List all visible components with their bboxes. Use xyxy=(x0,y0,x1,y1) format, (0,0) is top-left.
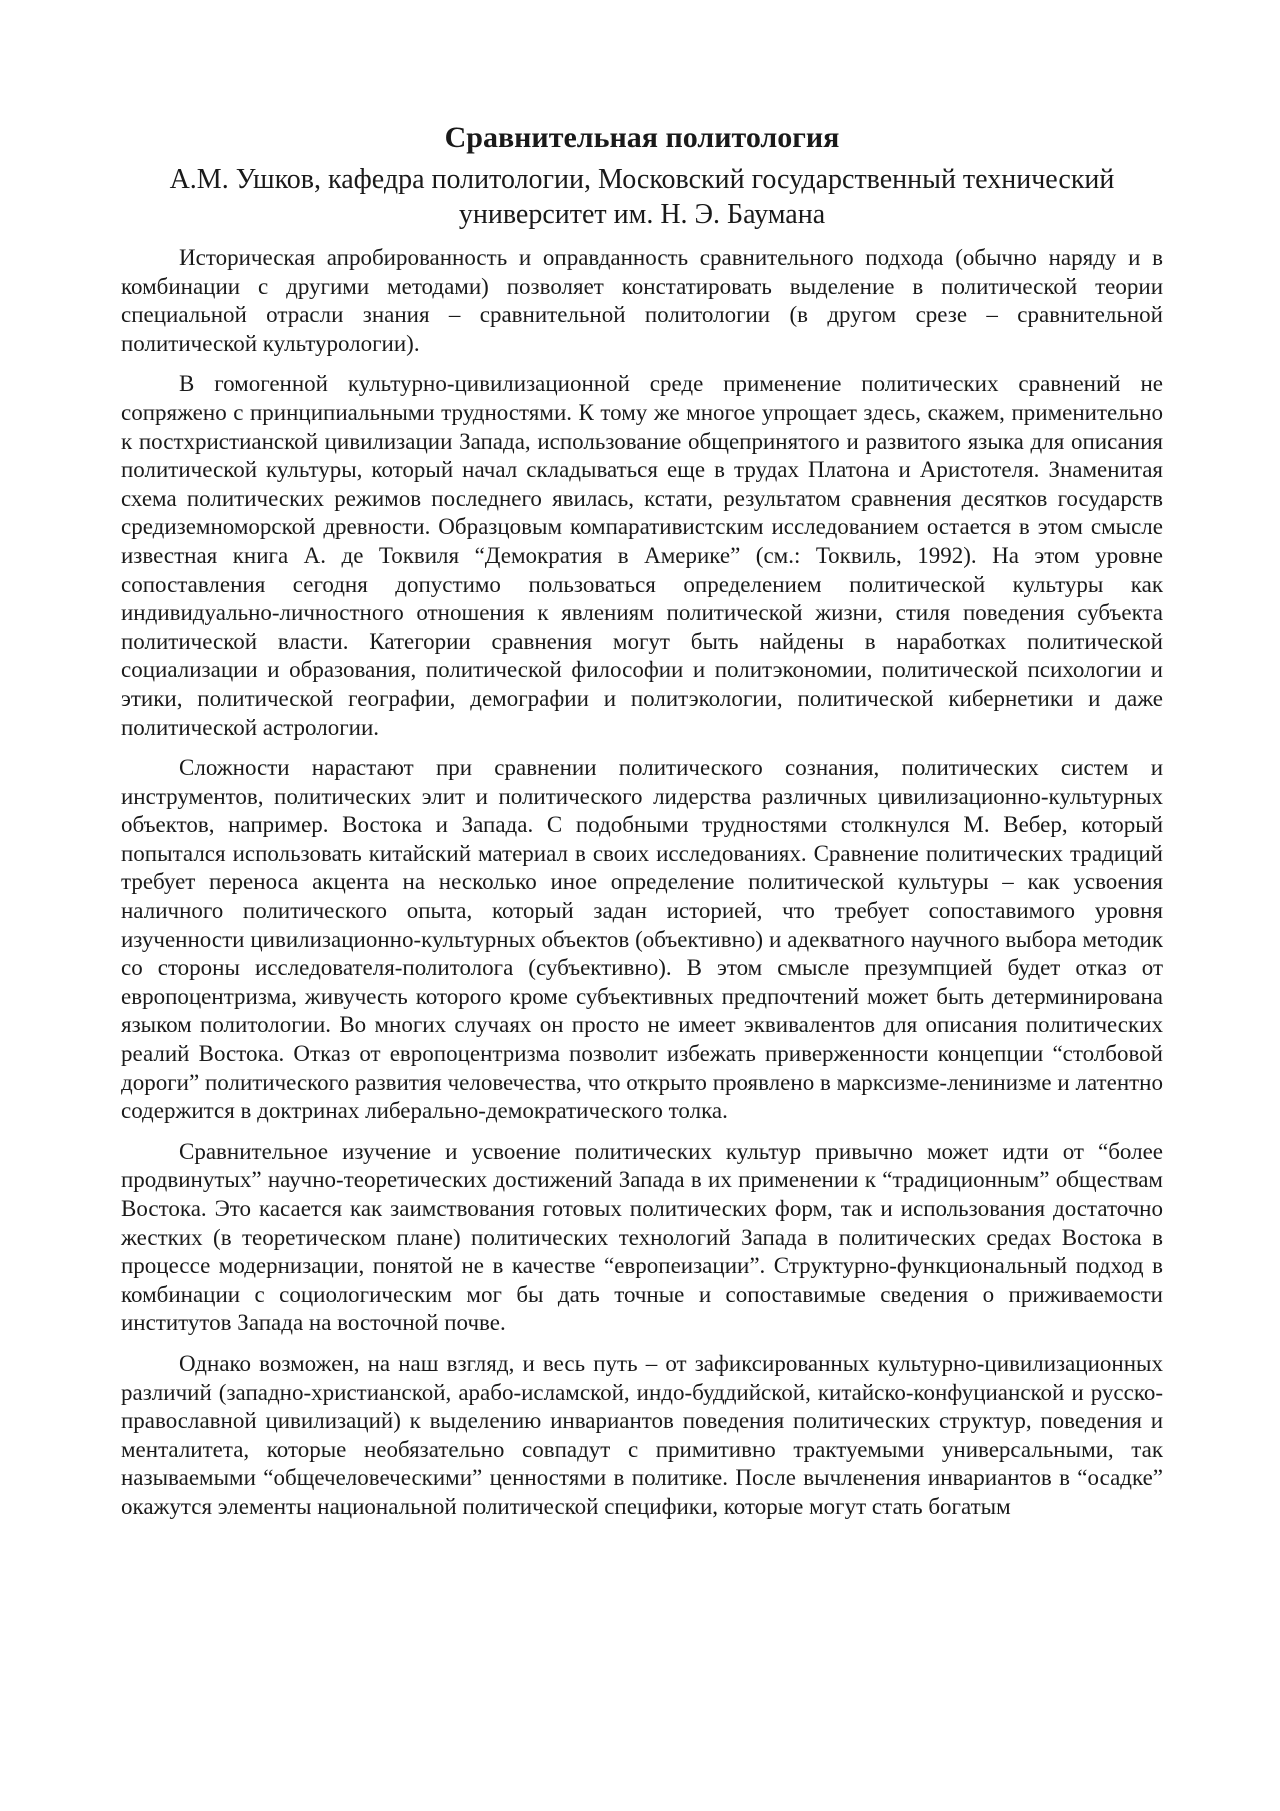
paragraph-3: Сложности нарастают при сравнении политического сознания, политических систем и инструментов, политических элит и политического лидерства различных цивилизационно-культурных объектов, например. Востока и Запада. С подобными трудностями столкнулся М. Вебер, который попытался использовать китайский материал в своих исследованиях. Сравнение политических традиций требует переноса акцента на несколько иное определение политической культуры – как усвоения наличного политического опыта, который задан историей, что требует сопоставимого уровня изученности цивилизационно-культурных объектов (объективно) и адекватного научного выбора методик со стороны исследователя-политолога (субъективно). В этом смысле презумпцией будет отказ от европоцентризма, живучесть которого кроме субъективных предпочтений может быть детерминирована языком политологии. Во многих случаях он просто не имеет эквивалентов для описания политических реалий Востока. Отказ от европоцентризма позволит избежать приверженности концепции “столбовой дороги” политического развития человечества, что открыто проявлено в марксизме-ленинизме и латентно содержится в доктринах либерально-демократического толка. xyxy=(121,755,1163,1124)
document-body xyxy=(121,118,1163,1522)
paragraph-4: Сравнительное изучение и усвоение политических культур привычно может идти от “более продвинутых” научно-теоретических достижений Запада в их применении к “традиционным” обществам Востока. Это касается как заимствования готовых политических форм, так и использования достаточно жестких (в теоретическом плане) политических технологий Запада в политических средах Востока в процессе модернизации, понятой не в качестве “европеизации”. Структурно-функциональный подход в комбинации с социологическим мог бы дать точные и сопоставимые сведения о приживаемости институтов Запада на восточной почве. xyxy=(121,1138,1163,1336)
paragraph-1: Историческая апробированность и оправданность сравнительного подхода (обычно наряду и в комбинации с другими методами) позволяет констатировать выделение в политической теории специальной отрасли знания – сравнительной политологии (в другом срезе – сравнительной политической культурологии). xyxy=(121,245,1163,356)
document-title: Сравнительная политология xyxy=(444,121,840,154)
paragraph-2: В гомогенной культурно-цивилизационной среде применение политических сравнений не сопряжено с принципиальными трудностями. К тому же многое упрощает здесь, скажем, применительно к постхристианской цивилизации Запада, использование общепринятого и развитого языка для описания политической культуры, который начал складываться еще в трудах Платона и Аристотеля. Знаменитая схема политических режимов последнего явилась, кстати, результатом сравнения десятков государств средиземноморской древности. Образцовым компаративистским исследованием остается в этом смысле известная книга А. де Токвиля “Демократия в Америке” (см.: Токвиль, 1992). На этом уровне сопоставления сегодня допустимо пользоваться определением политической культуры как индивидуально-личностного отношения к явлениям политической жизни, стиля поведения субъекта политической власти. Категории сравнения могут быть найдены в наработках политической социализации и образования, политической философии и политэкономии, политической психологии и этики, политической географии, демографии и политэкологии, политической кибернетики и даже политической астрологии. xyxy=(121,371,1163,740)
paragraph-5: Однако возможен, на наш взгляд, и весь путь – от зафиксированных культурно-цивилизационных различий (западно-христианской, арабо-исламской, индо-буддийской, китайско-конфуцианской и русско-православной цивилизаций) к выделению инвариантов поведения политических структур, поведения и менталитета, которые необязательно совпадут с примитивно трактуемыми универсальными, так называемыми “общечеловеческими” ценностями в политике. После вычленения инвариантов в “осадке” окажутся элементы национальной политической специфики, которые могут стать богатым xyxy=(121,1350,1163,1519)
document-author-affiliation: А.М. Ушков, кафедра политологии, Московский государственный технический университет им. Н. Э. Баумана xyxy=(169,164,1115,230)
